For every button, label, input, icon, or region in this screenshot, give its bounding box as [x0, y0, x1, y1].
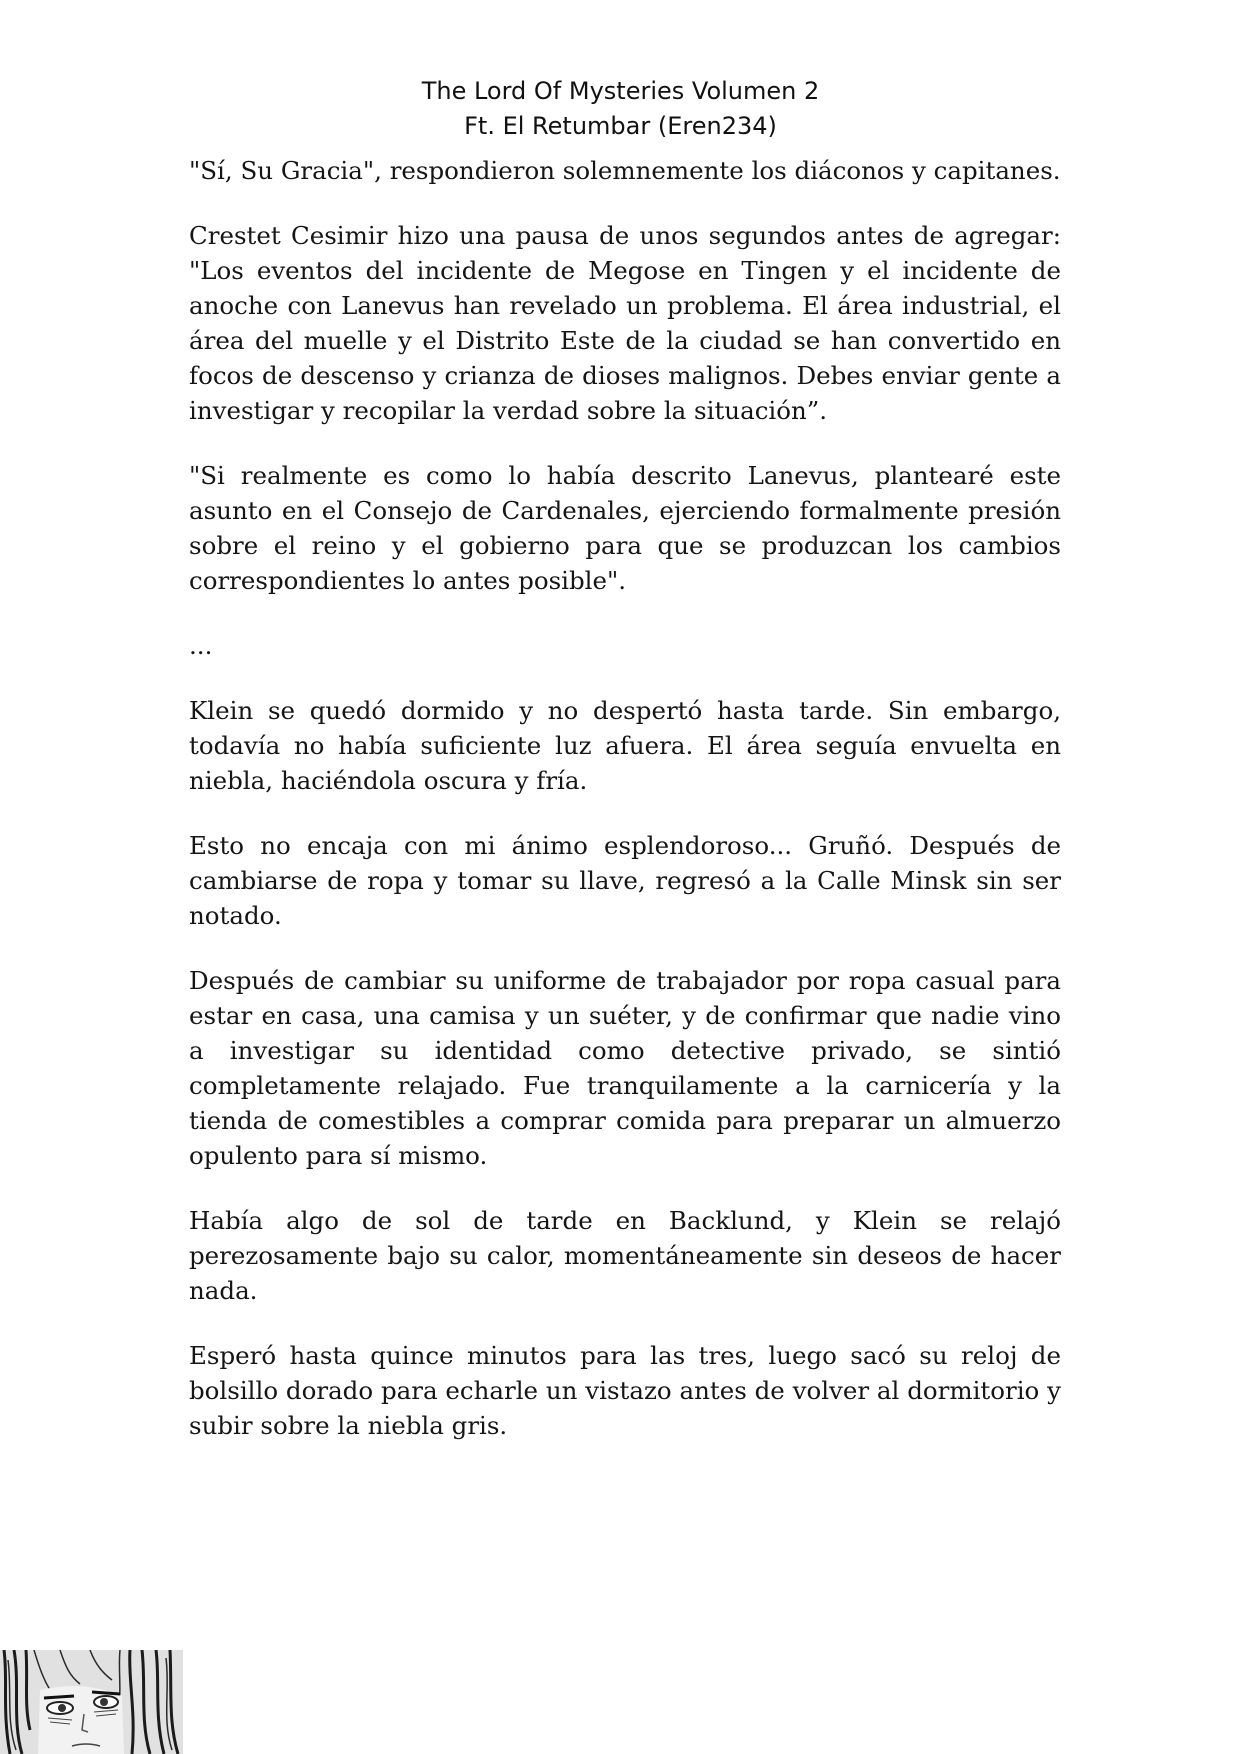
paragraph: Esto no encaja con mi ánimo esplendoroso... Gruñó. Después de cambiarse de ropa y tomar su llave, regresó a la Calle Minsk sin ser notado.: [189, 831, 1061, 930]
header-subtitle: Ft. El Retumbar (Eren234): [464, 112, 777, 140]
scene-break: ...: [189, 631, 213, 660]
page-header: [0, 74, 1241, 144]
paragraph: "Sí, Su Gracia", respondieron solemnemente los diáconos y capitanes.: [189, 156, 1061, 185]
paragraph: Había algo de sol de tarde en Backlund, y Klein se relajó perezosamente bajo su calor, momentáneamente sin deseos de hacer nada.: [189, 1206, 1061, 1305]
paragraph: Después de cambiar su uniforme de trabajador por ropa casual para estar en casa, una camisa y un suéter, y de confirmar que nadie vino a investigar su identidad como detective privado, se sintió completamente relajado. Fue tranquilamente a la carnicería y la tienda de comestibles a comprar comida para preparar un almuerzo opulento para sí mismo.: [189, 966, 1061, 1170]
paragraph: Esperó hasta quince minutos para las tres, luego sacó su reloj de bolsillo dorado para echarle un vistazo antes de volver al dormitorio y subir sobre la niebla gris.: [189, 1341, 1061, 1440]
manga-portrait-icon: [0, 1650, 183, 1754]
document-body: [189, 153, 1061, 1443]
paragraph: "Si realmente es como lo había descrito Lanevus, plantearé este asunto en el Consejo de Cardenales, ejerciendo formalmente presión sobre el reino y el gobierno para que se produzcan los cambios correspondientes lo antes posible".: [189, 461, 1061, 595]
paragraph: Crestet Cesimir hizo una pausa de unos segundos antes de agregar: "Los eventos del incidente de Megose en Tingen y el incidente de anoche con Lanevus han revelado un problema. El área industrial, el área del muelle y el Distrito Este de la ciudad se han convertido en focos de descenso y crianza de dioses malignos. Debes enviar gente a investigar y recopilar la verdad sobre la situación”.: [189, 221, 1061, 425]
paragraph: Klein se quedó dormido y no despertó hasta tarde. Sin embargo, todavía no había suficiente luz afuera. El área seguía envuelta en niebla, haciéndola oscura y fría.: [189, 696, 1061, 795]
header-title: The Lord Of Mysteries Volumen 2: [421, 77, 820, 105]
